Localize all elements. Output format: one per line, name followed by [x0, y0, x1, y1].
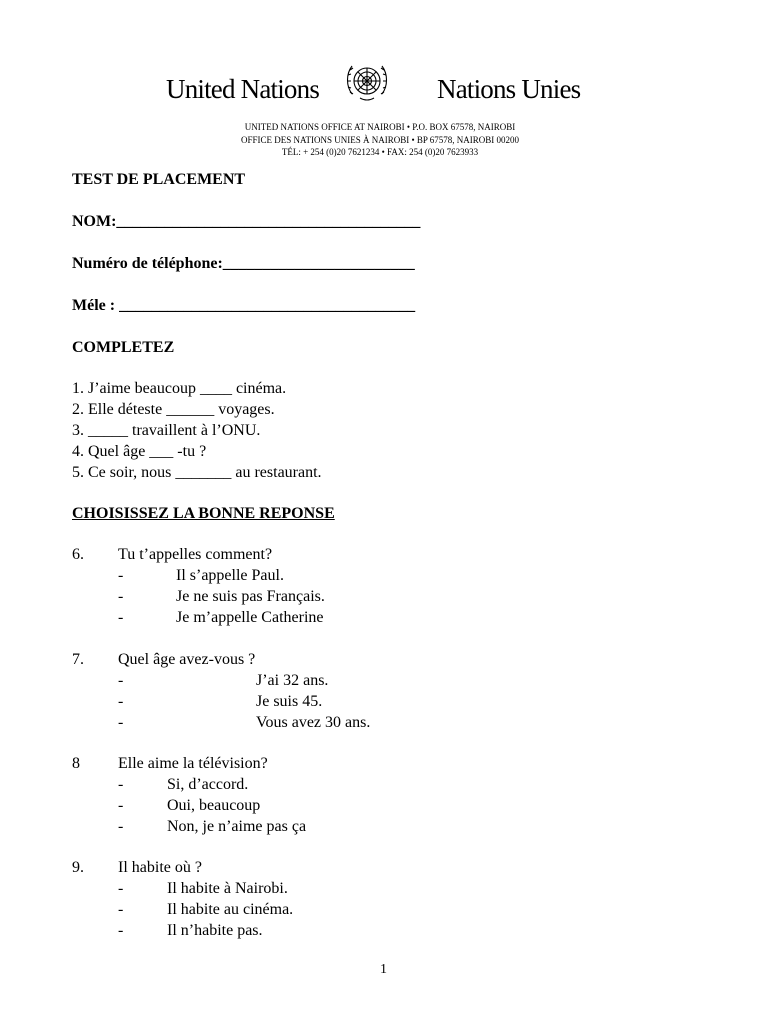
question-number: 7. — [72, 651, 84, 668]
answer-option: Non, je n’aime pas ça — [167, 818, 307, 835]
answer-option: Il n’habite pas. — [167, 922, 263, 939]
option-dash: - — [118, 672, 124, 689]
page-title: TEST DE PLACEMENT — [72, 171, 246, 188]
answer-option: Il habite au cinéma. — [167, 901, 294, 918]
address-line: UNITED NATIONS OFFICE AT NAIROBI • P.O. BOX 67578, NAIROBI — [244, 122, 516, 132]
email-field: Méle : _____________________________________ — [72, 297, 416, 314]
option-dash: - — [118, 609, 124, 626]
org-name-english: United Nations — [166, 74, 320, 104]
address-line: OFFICE DES NATIONS UNIES À NAIROBI • BP 67578, NAIROBI 00200 — [240, 134, 520, 145]
phone-field: Numéro de téléphone:________________________ — [72, 255, 415, 272]
answer-option: Si, d’accord. — [167, 776, 249, 793]
question-text: Tu t’appelles comment? — [118, 546, 273, 563]
answer-option: Je suis 45. — [256, 693, 323, 710]
section-heading-completez: COMPLETEZ — [72, 339, 175, 356]
completion-item: 3. _____ travaillent à l’ONU. — [72, 422, 261, 439]
completion-item: 4. Quel âge ___ -tu ? — [72, 443, 207, 460]
option-dash: - — [118, 880, 124, 897]
question-number: 8 — [72, 755, 80, 772]
option-dash: - — [118, 567, 124, 584]
section-heading-choisissez: CHOISISSEZ LA BONNE REPONSE — [72, 505, 335, 522]
option-dash: - — [118, 922, 124, 939]
completion-item: 1. J’aime beaucoup ____ cinéma. — [72, 380, 287, 397]
address-block — [190, 121, 570, 159]
answer-option: Je ne suis pas Français. — [176, 588, 325, 605]
completion-item: 5. Ce soir, nous _______ au restaurant. — [72, 464, 322, 481]
question-number: 9. — [72, 859, 84, 876]
option-dash: - — [118, 776, 124, 793]
answer-option: Oui, beaucoup — [167, 797, 261, 814]
question-text: Elle aime la télévision? — [118, 755, 268, 772]
completion-item: 2. Elle déteste ______ voyages. — [72, 401, 275, 418]
answer-option: Vous avez 30 ans. — [256, 714, 371, 731]
question-text: Il habite où ? — [118, 859, 202, 876]
option-dash: - — [118, 797, 124, 814]
option-dash: - — [118, 901, 124, 918]
question-text: Quel âge avez-vous ? — [118, 651, 256, 668]
option-dash: - — [118, 818, 124, 835]
answer-option: Il s’appelle Paul. — [176, 567, 284, 584]
page-number: 1 — [380, 962, 387, 977]
option-dash: - — [118, 693, 124, 710]
org-name-french: Nations Unies — [437, 74, 581, 104]
un-emblem-icon — [342, 60, 392, 104]
option-dash: - — [118, 714, 124, 731]
answer-option: Je m’appelle Catherine — [176, 609, 324, 626]
name-field: NOM:______________________________________ — [72, 213, 421, 230]
letterhead — [0, 60, 770, 120]
answer-option: Il habite à Nairobi. — [167, 880, 288, 897]
address-line: TÉL: + 254 (0)20 7621234 • FAX: 254 (0)20 7623933 — [281, 147, 479, 157]
option-dash: - — [118, 588, 124, 605]
question-number: 6. — [72, 546, 84, 563]
answer-option: J’ai 32 ans. — [256, 672, 329, 689]
